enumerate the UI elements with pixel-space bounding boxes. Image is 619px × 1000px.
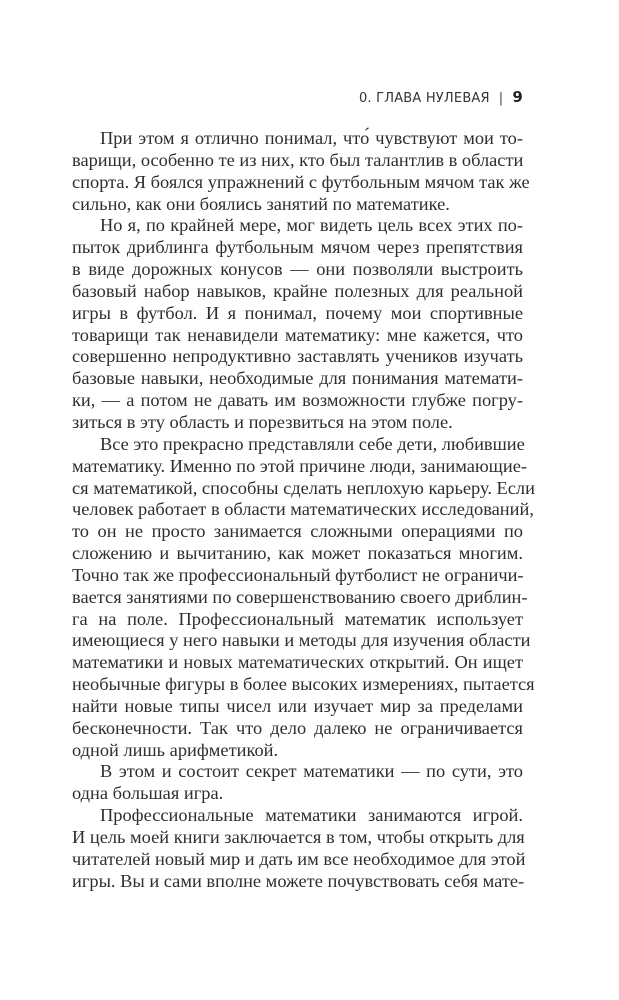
text-line: товарищи так ненавидели математику: мне кажется, что [72, 324, 523, 345]
text-line: одной лишь арифметикой. [72, 739, 279, 760]
text-line: пыток дриблинга футбольным мячом через препятствия [72, 237, 523, 258]
text-line: ки, — а потом не давать им возможности глубже погру- [72, 390, 523, 411]
text-line: Но я, по крайней мере, мог видеть цель всех этих по- [100, 215, 523, 236]
text-line: варищи, особенно те из них, кто был талантлив в области [72, 149, 524, 170]
text-line: то он не просто занимается сложными операциями по [72, 521, 523, 542]
chapter-title: 0. ГЛАВА НУЛЕВАЯ [358, 91, 490, 106]
text-line: При этом я отлично понимал, что́ чувствуют мои то- [100, 128, 523, 148]
text-line: Все это прекрасно представляли себе дети, любившие [100, 433, 525, 454]
text-line: бесконечности. Так что дело далеко не ограничивается [72, 717, 523, 738]
text-line: базовый набор навыков, крайне полезных для реальной [72, 280, 523, 301]
page-number: 9 [512, 88, 523, 106]
text-line: вается занятиями по совершенствованию своего дриблин- [72, 586, 528, 607]
text-line: игры. Вы и сами вполне можете почувствовать себя мате- [72, 870, 525, 891]
paragraph [72, 761, 523, 805]
paragraph [72, 805, 526, 892]
text-line: читателей новый мир и дать им все необходимое для этой [72, 848, 526, 869]
text-line: игры в футбол. И я понимал, почему мои спортивные [72, 302, 523, 323]
text-line: совершенно непродуктивно заставлять учеников изучать [72, 346, 523, 367]
text-line: Профессиональные математики занимаются игрой. [100, 805, 523, 826]
text-line: ся математикой, способны сделать неплохую карьеру. Если [72, 477, 535, 498]
text-line: спорта. Я боялся упражнений с футбольным мячом так же [72, 171, 530, 192]
text-line: одна большая игра. [72, 783, 224, 804]
text-line: сильно, как они боялись занятий по математике. [72, 193, 450, 214]
paragraph [72, 433, 535, 762]
running-head [359, 88, 523, 108]
text-line: человек работает в области математических исследований, [72, 499, 534, 520]
paragraph [72, 128, 530, 215]
text-line: математики и новых математических открытий. Он ищет [72, 652, 523, 673]
text-line: необычные фигуры в более высоких измерениях, пытается [72, 674, 535, 695]
text-line: В этом и состоит секрет математики — по сути, это [100, 761, 523, 782]
text-line: Точно так же профессиональный футболист не ограничи- [72, 564, 524, 585]
text-line: в виде дорожных конусов — они позволяли выстроить [72, 259, 523, 280]
text-line: базовые навыки, необходимые для понимания математи- [72, 368, 523, 389]
paragraph [72, 215, 523, 433]
body-text [72, 128, 535, 893]
text-line: И цель моей книги заключается в том, чтобы открыть для [72, 827, 525, 847]
text-line: сложению и вычитанию, как может показаться многим. [72, 543, 523, 564]
text-line: найти новые типы чисел или изучает мир за пределами [72, 695, 523, 716]
text-line: имеющиеся у него навыки и методы для изучения области [72, 630, 531, 651]
text-line: математику. Именно по этой причине люди, занимающие- [72, 455, 527, 476]
text-line: зиться в эту область и порезвиться на этом поле. [72, 411, 453, 432]
text-line: га на поле. Профессиональный математик использует [72, 608, 523, 629]
header-separator: | [498, 91, 504, 106]
